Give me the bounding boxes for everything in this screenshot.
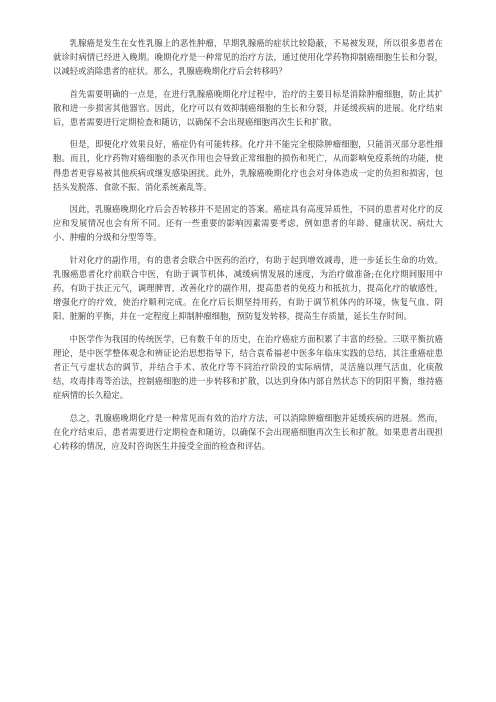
- paragraph-tcm-theory: 中医学作为我国的传统医学，已有数千年的历史，在治疗癌症方面积累了丰富的经验。三联平衡抗癌理论，是中医学整体观念和辨证论治思想指导下，结合袁希福老中医多年临床实践的总结，其注重癌症患者正气亏虚状态的调节，并结合手术、放化疗等不同治疗阶段的实际病情，灵活施以理气活血，化痰散结，攻毒排毒等治法，控制癌细胞的进一步转移和扩散，以达到身体内部自然状态下的阴阳平衡，维持癌症病情的长久稳定。: [53, 333, 443, 401]
- paragraph-tcm-combination: 针对化疗的副作用，有的患者会联合中医药的治疗，有助于起到增效减毒，进一步延长生命的功效。乳腺癌患者化疗前联合中医，有助于调节机体，减缓病情发展的速度，为治疗做准备;在化疗期间服用中药，有助于扶正元气，调理脾胃，改善化疗的副作用，提高患者的免疫力和抵抗力，提高化疗的敏感性，增强化疗的疗效，使治疗顺利完成。在化疗后长期坚持用药，有助于调节机体内的环境，恢复气血、阴阳、脏腑的平衡，并在一定程度上抑制肿瘤细胞，预防复发转移，提高生存质量，延长生存时间。: [53, 254, 443, 322]
- paragraph-intro: 乳腺癌是发生在女性乳腺上的恶性肿瘤，早期乳腺癌的症状比较隐蔽，不易被发现，所以很多患者在就诊时病情已经进入晚期。晚期化疗是一种常见的治疗方法，通过使用化学药物抑制癌细胞生长和分裂，以减轻或消除患者的症状。那么，乳腺癌晚期化疗后会转移吗？: [53, 38, 443, 77]
- paragraph-treatment-goal: 首先需要明确的一点是，在进行乳腺癌晚期化疗过程中，治疗的主要目标是消除肿瘤细胞，防止其扩散和进一步损害其他器官。因此，化疗可以有效抑制癌细胞的生长和分裂，并延缓疾病的进展。化疗结束后，患者需要进行定期检查和随访，以确保不会出现癌细胞再次生长和扩散。: [53, 88, 443, 128]
- paragraph-metastasis-risk: 但是，即便化疗效果良好，癌症仍有可能转移。化疗并不能完全根除肿瘤细胞，只能消灭部分恶性细胞。而且，化疗药物对癌细胞的杀灭作用也会导致正常细胞的损伤和死亡，从而影响免疫系统的功能，使得患者更容易被其他疾病或继发感染困扰。此外，乳腺癌晚期化疗也会对身体造成一定的负担和损害，包括头发脱落、食欲不振、消化系统紊乱等。: [53, 139, 443, 192]
- article-body: [53, 36, 443, 461]
- paragraph-individual-factors: 因此，乳腺癌晚期化疗后会否转移并不是固定的答案。癌症具有高度异质性，不同的患者对化疗的反应和发展情况也会有所不同。还有一些重要的影响因素需要考虑，例如患者的年龄、健康状况、病灶大小、肿瘤的分级和分型等等。: [53, 204, 443, 243]
- paragraph-conclusion: 总之，乳腺癌晚期化疗是一种常见而有效的治疗方法，可以消除肿瘤细胞并延缓疾病的进展。然而，在化疗结束后，患者需要进行定期检查和随访，以确保不会出现癌细胞再次生长和扩散。如果患者出现担心转移的情况，应及时咨询医生并接受全面的检查和评估。: [53, 412, 443, 452]
